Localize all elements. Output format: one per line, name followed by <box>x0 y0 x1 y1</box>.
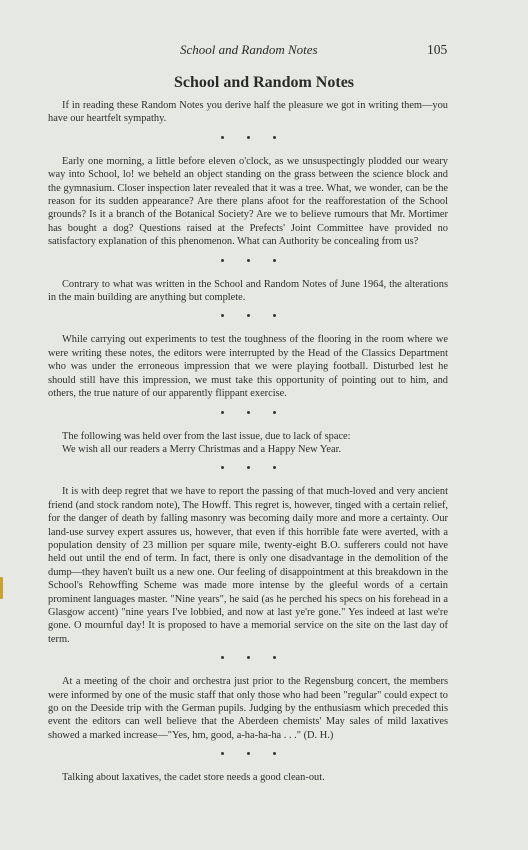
separator-dot <box>221 136 224 139</box>
separator-dot <box>273 466 276 469</box>
paragraph-laxatives: Talking about laxatives, the cadet store needs a good clean-out. <box>62 772 325 784</box>
separator-dot <box>247 136 250 139</box>
section-separator <box>48 462 448 473</box>
separator-dot <box>221 752 224 755</box>
page-title: School and Random Notes <box>173 74 355 91</box>
section-separator <box>48 407 448 418</box>
paragraph-tree: Early one morning, a little before eleven o'clock, as we unsuspectingly plodded our weary way into School, lo! we beheld an object standing on the grass between the science block and the gymnasium. Closer inspection later revealed that it was a tree. What, we wonder, can be the reason for its sudden appearance? Are there plans afoot for the reafforestation of the School grounds? Is it a branch of the Botanical Society? Are we to believe rumours that Mr. Mortimer has bought a dog? Questions raised at the Prefects' Joint Committee have provided no satisfactory explanation of this phenomenon. What can Authority be concealing from us? <box>48 155 448 248</box>
section-separator <box>48 132 448 143</box>
separator-dot <box>247 314 250 317</box>
page-edge-mark <box>0 577 3 599</box>
article-body <box>48 99 448 785</box>
separator-dot <box>273 656 276 659</box>
greeting-line: We wish all our readers a Merry Christmas and a Happy New Year. <box>62 443 342 455</box>
separator-dot <box>221 656 224 659</box>
section-separator <box>48 652 448 663</box>
separator-dot <box>273 136 276 139</box>
separator-dot <box>221 259 224 262</box>
paragraph-alterations: Contrary to what was written in the School and Random Notes of June 1964, the alterations in the main building are anything but complete. <box>48 278 448 304</box>
paragraph-choir: At a meeting of the choir and orchestra just prior to the Regensburg concert, the members were informed by one of the music staff that only those who had been "regular" could expect to go on the Deeside trip with the German pupils. Judging by the enthusiasm which preceded this event the editors can well believe that the Aberdeen chemists' May sales of mild laxatives showed a marked increase—"Yes, hm, good, a-ha-ha-ha . . ." (D. H.) <box>48 676 448 741</box>
paragraph-howff: It is with deep regret that we have to report the passing of that much-loved and very ancient friend (and stock random note), The Howff. This regret is, however, tinged with a certain relief, for the danger of death by falling masonry was becoming daily more and more a certainty. Our land-use survey expert assures us, however, that even if this horrible fate were averted, with a population density of 23 million per square mile, twenty-eight B.O. sufferers could not have held out until the end of term. In fact, there is only one disadvantage in the demolition of the dump—they haven't built us a new one. Our feeling of disappointment at this breakdown in the School's Rehowffing Scheme was made more intense by the gleeful words of a certain prominent languages master. "Nine years", he said (as he perched his specs on his forehead in a Glasgow accent) "nine years I've lobbied, and now at last ye're gone." Yes indeed at last we're gone. O mournful day! It is proposed to have a memorial service on the site on the last day of term. <box>48 486 448 645</box>
paragraph-flooring: While carrying out experiments to test the toughness of the flooring in the room where we were writing these notes, the editors were interrupted by the Head of the Classics Department who was under the erroneous impression that we were playing football. Disturbed lest he should still have this impression, we must take this opportunity of pointing out to him, and others, the true nature of our apparently flippant exercise. <box>48 334 448 400</box>
separator-dot <box>273 752 276 755</box>
paragraph-held-over <box>48 430 448 457</box>
separator-dot <box>247 656 250 659</box>
held-over-line: The following was held over from the last issue, due to lack of space: <box>62 430 351 442</box>
running-head: School and Random Notes <box>180 42 318 57</box>
page-number: 105 <box>427 42 448 57</box>
section-separator <box>48 748 448 759</box>
separator-dot <box>247 411 250 414</box>
separator-dot <box>247 259 250 262</box>
separator-dot <box>273 411 276 414</box>
separator-dot <box>273 314 276 317</box>
separator-dot <box>221 466 224 469</box>
separator-dot <box>221 314 224 317</box>
separator-dot <box>273 259 276 262</box>
separator-dot <box>247 466 250 469</box>
separator-dot <box>221 411 224 414</box>
separator-dot <box>247 752 250 755</box>
paragraph-intro: If in reading these Random Notes you derive half the pleasure we got in writing them—you have our heartfelt sympathy. <box>48 100 448 125</box>
section-separator <box>48 255 448 266</box>
section-separator <box>48 310 448 321</box>
